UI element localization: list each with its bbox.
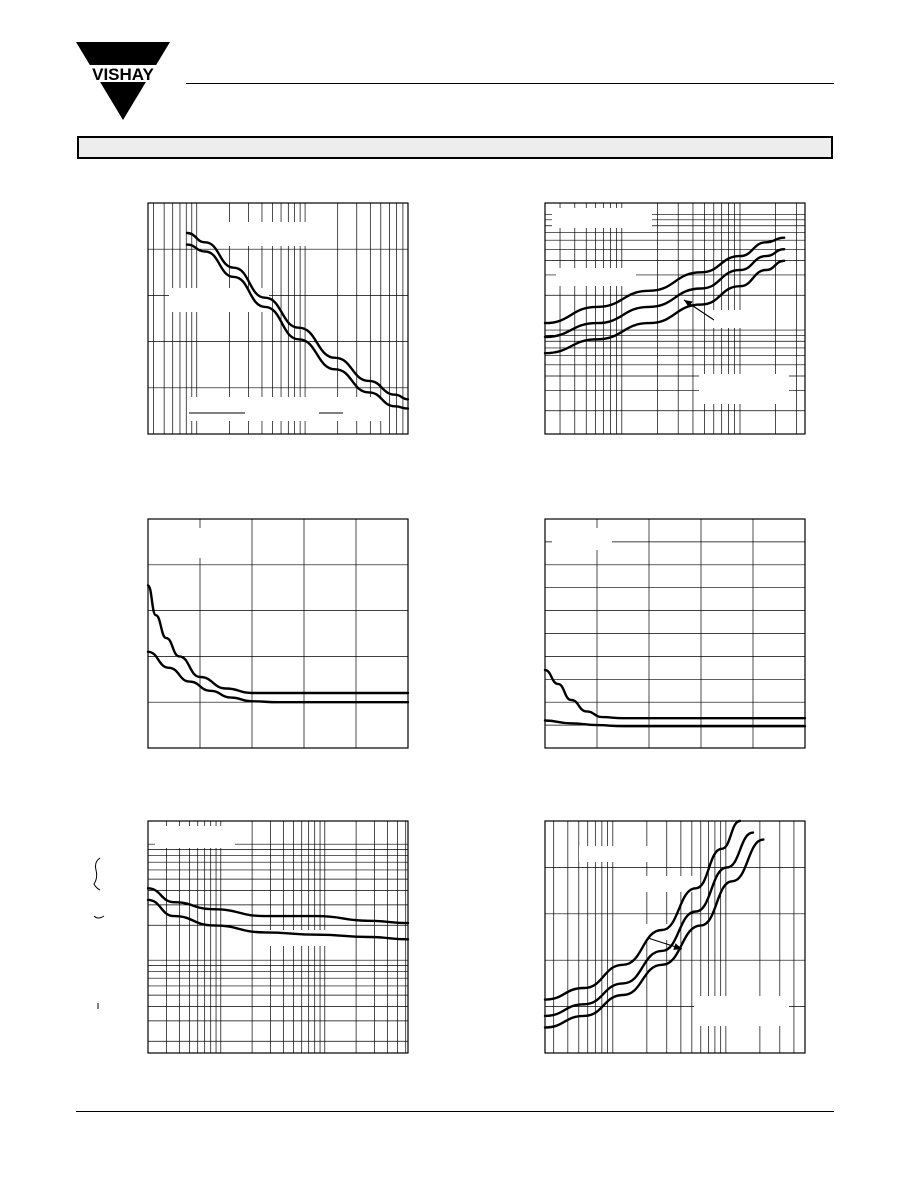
section-title-bar — [77, 136, 833, 159]
annotation-box — [155, 826, 235, 848]
series-line-2 — [148, 900, 408, 939]
series-line-1 — [148, 585, 408, 693]
annotation-box — [222, 222, 322, 246]
annotation-box — [552, 528, 612, 550]
gridlines — [545, 519, 805, 748]
annotation-box — [614, 924, 674, 940]
series-line-1 — [545, 670, 805, 718]
series-line-2 — [148, 652, 408, 702]
chart-middle-left — [147, 518, 409, 749]
annotation-box — [699, 374, 789, 404]
chart-bottom-left — [147, 820, 409, 1054]
annotation-box — [556, 268, 636, 286]
series-line-2 — [545, 721, 805, 727]
annotation-box — [187, 397, 387, 421]
annotation-box — [552, 208, 652, 228]
series-line-1 — [187, 233, 408, 399]
chart-top-left — [147, 202, 409, 435]
axis-label-remnant — [86, 856, 110, 1016]
brand-name: VISHAY — [92, 65, 154, 84]
chart-middle-right — [544, 518, 806, 749]
footer-rule — [76, 1111, 834, 1112]
annotation-box — [694, 996, 789, 1026]
chart-bottom-right — [544, 820, 806, 1054]
chart-top-right — [544, 202, 806, 435]
annotation-box — [579, 846, 649, 862]
annotation-box — [177, 528, 247, 558]
header-rule — [186, 83, 834, 84]
vishay-logo — [76, 42, 170, 122]
